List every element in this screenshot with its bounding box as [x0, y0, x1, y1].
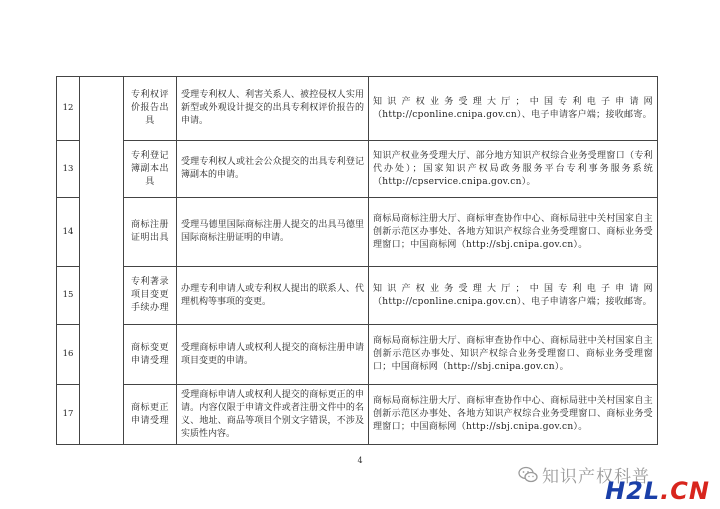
logo-part-cn: .CN	[660, 477, 710, 505]
item-description: 受理专利权人或社会公众提交的出具专利登记簿副本的申请。	[177, 141, 369, 198]
service-channel: 商标局商标注册大厅、商标审查协作中心、商标局驻中关村国家自主创新示范区办事处、各地方知识产权综合业务受理窗口、商标业务受理窗口；中国商标网（http://sbj.cnipa.gov.cn）。	[369, 198, 658, 267]
row-number: 14	[57, 198, 80, 267]
service-table	[56, 76, 658, 445]
item-description: 受理专利权人、利害关系人、被控侵权人实用新型或外观设计提交的出具专利权评价报告的申请。	[177, 77, 369, 141]
row-number: 15	[57, 267, 80, 325]
item-name: 专利登记簿副本出具	[124, 141, 177, 198]
row-number: 13	[57, 141, 80, 198]
row-number: 12	[57, 77, 80, 141]
page-number: 4	[357, 456, 363, 465]
table-row	[57, 198, 658, 267]
item-name: 商标变更申请受理	[124, 325, 177, 385]
service-channel: 知识产权业务受理大厅；中国专利电子申请网（http://cponline.cnipa.gov.cn）、电子申请客户端；接收邮寄。	[369, 267, 658, 325]
item-description: 办理专利申请人或专利权人提出的联系人、代理机构等事项的变更。	[177, 267, 369, 325]
item-name: 专利权评价报告出具	[124, 77, 177, 141]
logo-part-h2l: H2L	[605, 477, 661, 505]
item-description: 受理商标申请人或权利人提交的商标更正的申请。内容仅限于申请文件或者注册文件中的名义、地址、商品等项目个别文字错误，不涉及实质性内容。	[177, 385, 369, 445]
site-logo	[605, 477, 710, 505]
table-row	[57, 267, 658, 325]
table-row	[57, 385, 658, 445]
row-number: 17	[57, 385, 80, 445]
table-row	[57, 325, 658, 385]
item-description: 受理马德里国际商标注册人提交的出具马德里国际商标注册证明的申请。	[177, 198, 369, 267]
watermark-text: 知识产权科普	[542, 467, 650, 487]
service-channel: 知识产权业务受理大厅；中国专利电子申请网（http://cponline.cnipa.gov.cn）、电子申请客户端；接收邮寄。	[369, 77, 658, 141]
table-row	[57, 77, 658, 141]
service-channel: 商标局商标注册大厅、商标审查协作中心、商标局驻中关村国家自主创新示范区办事处、知识产权综合业务受理窗口、商标业务受理窗口；中国商标网（http://sbj.cnipa.gov.cn）。	[369, 325, 658, 385]
item-name: 专利著录项目变更手续办理	[124, 267, 177, 325]
row-number: 16	[57, 325, 80, 385]
service-channel: 商标局商标注册大厅、商标审查协作中心、商标局驻中关村国家自主创新示范区办事处、各地方知识产权综合业务受理窗口、商标业务受理窗口；中国商标网（http://sbj.cnipa.gov.cn）。	[369, 385, 658, 445]
category-cell	[80, 77, 124, 445]
service-channel: 知识产权业务受理大厅、部分地方知识产权综合业务受理窗口（专利代办处）；国家知识产权局政务服务平台专利事务服务系统（http://cpservice.cnipa.gov.cn）。	[369, 141, 658, 198]
item-name: 商标更正申请受理	[124, 385, 177, 445]
item-name: 商标注册证明出具	[124, 198, 177, 267]
wechat-icon	[518, 466, 538, 484]
item-description: 受理商标申请人或权利人提交的商标注册申请项目变更的申请。	[177, 325, 369, 385]
table-row	[57, 141, 658, 198]
